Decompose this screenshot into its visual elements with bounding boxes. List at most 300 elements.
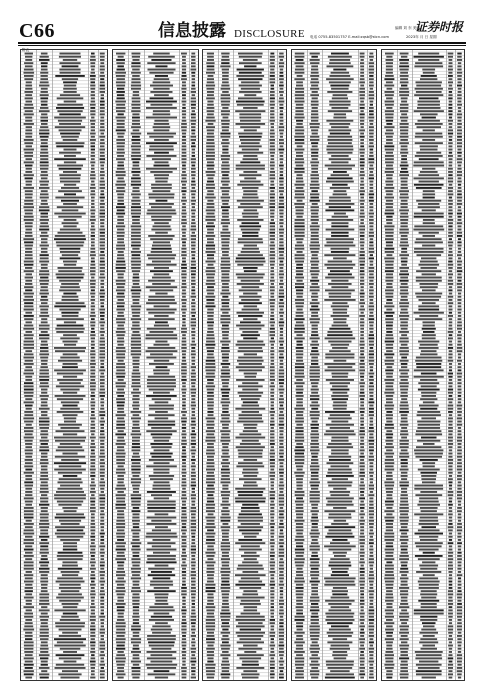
table-cell-text <box>400 123 409 125</box>
table-cell-text <box>296 603 303 605</box>
table-cell-text <box>24 657 34 659</box>
table-cell-text <box>191 123 196 125</box>
table-cell-text <box>182 616 186 618</box>
table-cell-text <box>369 635 374 637</box>
table-cell-text <box>296 475 304 477</box>
table-cell-text <box>182 453 187 455</box>
table-cell-text <box>155 75 168 77</box>
table-cell-text <box>360 254 365 256</box>
table-cell-text <box>414 94 443 96</box>
table-cell-text <box>220 341 230 343</box>
table-cell-text <box>360 209 364 211</box>
table-cell-text <box>191 382 195 384</box>
table-cell-text <box>131 139 140 141</box>
table-cell-text <box>414 110 444 112</box>
table-cell-text <box>131 318 141 320</box>
table-cell-text <box>271 629 275 631</box>
table-cell-text <box>39 673 49 675</box>
table-cell-text <box>116 382 126 384</box>
table-cell-text <box>271 536 274 538</box>
table-cell-text <box>280 507 284 509</box>
table-cell-text <box>100 78 104 80</box>
table-cell-text <box>116 225 125 227</box>
table-cell-text <box>295 520 305 522</box>
table-cell-text <box>297 309 303 311</box>
table-cell-text <box>310 174 319 176</box>
table-cell-text <box>331 305 349 307</box>
table-cell-text <box>192 78 196 80</box>
table-cell-text <box>118 465 124 467</box>
table-cell-text <box>310 581 320 583</box>
table-cell-text <box>206 305 216 307</box>
table-cell-text <box>279 549 285 551</box>
table-cell-text <box>100 661 104 663</box>
table-cell-text <box>449 85 453 87</box>
table-cell-text <box>280 475 284 477</box>
table-cell-text <box>280 353 284 355</box>
table-cell-text <box>279 325 284 327</box>
table-cell-text <box>369 677 374 679</box>
table-cell-text <box>131 481 141 483</box>
table-cell-text <box>221 270 230 272</box>
table-cell-text <box>296 181 304 183</box>
table-cell-text <box>239 581 263 583</box>
table-cell-text <box>241 510 260 512</box>
table-cell-text <box>133 632 140 634</box>
table-cell-text <box>62 65 79 67</box>
table-cell-text <box>270 545 274 547</box>
table-cell-text <box>311 593 318 595</box>
table-cell-text <box>220 376 230 378</box>
table-cell-text <box>236 632 265 634</box>
table-cell-text <box>270 65 275 67</box>
table-cell-text <box>55 456 86 458</box>
table-cell-text <box>24 664 34 666</box>
table-cell-text <box>270 171 275 173</box>
table-cell-text <box>242 504 258 506</box>
table-cell-text <box>279 142 284 144</box>
table-cell-text <box>360 510 363 512</box>
table-cell-text <box>182 133 186 135</box>
table-cell-text <box>237 184 263 186</box>
table-cell-text <box>118 161 124 163</box>
table-cell-text <box>147 542 175 544</box>
table-cell-text <box>100 475 105 477</box>
table-cell-text <box>26 184 32 186</box>
table-cell-text <box>91 235 95 237</box>
table-cell-text <box>39 542 49 544</box>
table-cell-text <box>91 222 95 224</box>
table-cell-text <box>237 341 263 343</box>
table-cell-text <box>131 65 140 67</box>
table-cell-text <box>41 190 48 192</box>
table-cell-text <box>191 366 196 368</box>
table-cell-text <box>191 625 195 627</box>
table-cell-text <box>181 254 187 256</box>
table-cell-text <box>369 161 375 163</box>
table-cell-text <box>310 491 320 493</box>
table-cell-text <box>90 325 95 327</box>
table-cell-text <box>90 574 95 576</box>
table-cell-text <box>41 437 48 439</box>
table-cell-text <box>360 645 364 647</box>
table-cell-text <box>146 101 177 103</box>
table-cell-text <box>221 478 230 480</box>
table-cell-text <box>360 341 365 343</box>
table-cell-text <box>220 654 230 656</box>
table-cell-text <box>238 462 263 464</box>
table-cell-text <box>279 245 284 247</box>
table-cell-text <box>25 485 33 487</box>
table-cell-text <box>101 168 105 170</box>
table-cell-text <box>182 533 186 535</box>
table-cell-text <box>148 641 175 643</box>
table-cell-text <box>146 155 176 157</box>
table-cell-text <box>131 245 141 247</box>
table-cell-text <box>279 369 284 371</box>
table-cell-text <box>222 641 229 643</box>
table-cell-text <box>60 389 79 391</box>
table-cell-text <box>327 145 354 147</box>
table-cell-text <box>191 385 195 387</box>
table-cell-text <box>206 72 215 74</box>
table-cell-text <box>271 417 275 419</box>
table-cell-text <box>100 117 104 119</box>
table-cell-text <box>360 222 364 224</box>
table-cell-text <box>239 72 262 74</box>
table-cell-text <box>100 654 106 656</box>
table-cell-text <box>279 190 284 192</box>
table-cell-text <box>182 315 186 317</box>
table-cell-text <box>295 161 305 163</box>
table-cell-text <box>181 200 187 202</box>
table-cell-text <box>221 113 230 115</box>
table-cell-text <box>206 299 214 301</box>
table-cell-text <box>330 59 351 61</box>
table-cell-text <box>132 561 141 563</box>
table-cell-text <box>279 97 284 99</box>
table-cell-text <box>326 430 354 432</box>
table-cell-text <box>222 193 229 195</box>
table-cell-text <box>40 632 49 634</box>
table-cell-text <box>222 670 229 672</box>
table-cell-text <box>279 270 283 272</box>
table-cell-text <box>90 366 95 368</box>
table-cell-text <box>369 334 374 336</box>
table-cell-text <box>238 456 262 458</box>
table-cell-text <box>270 155 274 157</box>
table-cell-text <box>100 536 104 538</box>
table-cell-text <box>41 88 48 90</box>
table-cell-text <box>191 293 195 295</box>
table-cell-text <box>147 254 176 256</box>
table-cell-text <box>239 328 261 330</box>
table-cell-text <box>207 91 214 93</box>
table-cell-text <box>360 97 365 99</box>
table-cell-text <box>384 78 394 80</box>
table-cell-text <box>23 533 34 535</box>
table-cell-text <box>279 165 284 167</box>
table-cell-text <box>270 117 275 119</box>
table-cell-text <box>25 654 33 656</box>
table-cell-text <box>369 363 374 365</box>
table-cell-text <box>100 465 105 467</box>
table-cell-text <box>360 78 365 80</box>
table-cell-text <box>369 273 373 275</box>
table-cell-text <box>206 360 216 362</box>
table-cell-text <box>25 277 33 279</box>
table-cell-text <box>312 145 318 147</box>
table-cell-text <box>182 651 187 653</box>
table-cell-text <box>359 309 365 311</box>
table-cell-text <box>40 520 49 522</box>
table-cell-text <box>54 213 85 215</box>
table-cell-text <box>221 462 230 464</box>
table-cell-text <box>327 267 353 269</box>
table-cell-text <box>222 78 229 80</box>
table-cell-text <box>100 232 105 234</box>
table-cell-text <box>238 78 262 80</box>
table-cell-text <box>280 136 283 138</box>
table-cell-text <box>191 609 195 611</box>
table-cell-text <box>242 232 258 234</box>
table-cell-text <box>240 587 262 589</box>
table-cell-text <box>279 673 284 675</box>
table-cell-text <box>25 110 33 112</box>
table-cell-text <box>117 152 125 154</box>
table-cell-text <box>25 120 32 122</box>
table-cell-text <box>207 392 214 394</box>
table-cell-text <box>369 113 374 115</box>
table-cell-text <box>326 229 355 231</box>
table-cell-text <box>91 117 94 119</box>
table-cell-text <box>369 321 374 323</box>
table-cell-text <box>101 635 105 637</box>
table-cell-text <box>182 177 187 179</box>
table-cell-text <box>244 65 256 67</box>
table-cell-text <box>312 203 318 205</box>
table-cell-text <box>205 552 215 554</box>
table-cell-text <box>295 168 305 170</box>
table-cell-text <box>40 581 48 583</box>
table-cell-text <box>99 229 105 231</box>
table-cell-text <box>370 347 374 349</box>
table-cell-text <box>131 417 141 419</box>
table-caption: 附表 <box>22 48 29 52</box>
table-cell-text <box>325 619 354 621</box>
table-cell-text <box>311 213 318 215</box>
table-cell-text <box>221 120 230 122</box>
table-cell-text <box>116 81 126 83</box>
table-cell-text <box>220 645 230 647</box>
table-cell-text <box>294 641 304 643</box>
table-cell-text <box>58 593 82 595</box>
table-cell-text <box>295 459 305 461</box>
table-cell-text <box>26 158 33 160</box>
table-cell-text <box>133 584 140 586</box>
table-cell-text <box>91 171 95 173</box>
table-cell-text <box>146 664 178 666</box>
table-cell-text <box>191 437 196 439</box>
table-cell-text <box>148 510 176 512</box>
table-cell-text <box>296 625 303 627</box>
table-cell-text <box>90 248 95 250</box>
table-cell-text <box>327 462 354 464</box>
table-cell-text <box>310 62 319 64</box>
table-cell-text <box>116 641 125 643</box>
table-cell-text <box>221 369 230 371</box>
table-cell-text <box>457 133 462 135</box>
table-cell-text <box>360 353 364 355</box>
table-cell-text <box>191 373 196 375</box>
table-cell-text <box>295 248 305 250</box>
table-cell-text <box>207 53 214 55</box>
table-cell-text <box>207 427 214 429</box>
table-cell-text <box>182 209 186 211</box>
table-cell-text <box>132 472 141 474</box>
table-cell-text <box>100 62 104 64</box>
table-cell-text <box>296 289 303 291</box>
table-cell-text <box>40 347 48 349</box>
table-cell-text <box>182 341 187 343</box>
table-cell-text <box>295 257 305 259</box>
table-cell-text <box>100 219 105 221</box>
table-cell-text <box>191 168 196 170</box>
table-cell-text <box>207 101 213 103</box>
contact-line: 电话 0755-83501757 E-mail:zqsb@stcn.com <box>310 35 389 39</box>
table-cell-text <box>41 142 48 144</box>
table-cell-text <box>221 168 229 170</box>
table-cell-text <box>270 309 274 311</box>
table-cell-text <box>191 485 197 487</box>
table-cell-text <box>100 341 106 343</box>
table-cell-text <box>296 405 303 407</box>
table-cell-text <box>361 414 364 416</box>
table-cell-text <box>327 446 354 448</box>
table-cell-text <box>369 136 373 138</box>
table-cell-text <box>296 238 304 240</box>
table-cell-text <box>243 593 259 595</box>
table-cell-text <box>181 309 187 311</box>
table-cell-text <box>385 133 394 135</box>
table-cell-text <box>360 481 364 483</box>
table-cell-text <box>207 65 215 67</box>
table-cell-text <box>222 126 230 128</box>
table-cell-text <box>56 581 85 583</box>
table-cell-text <box>190 510 196 512</box>
table-cell-text <box>370 59 374 61</box>
table-cell-text <box>132 203 141 205</box>
table-cell-text <box>297 174 303 176</box>
table-cell-text <box>151 616 172 618</box>
table-cell-text <box>131 629 141 631</box>
table-cell-text <box>62 78 78 80</box>
table-cell-text <box>270 491 276 493</box>
table-cell-text <box>271 395 275 397</box>
table-cell-text <box>369 289 374 291</box>
table-cell-text <box>360 161 365 163</box>
table-cell-text <box>117 145 125 147</box>
table-cell-text <box>41 267 48 269</box>
table-cell-text <box>206 571 214 573</box>
table-cell-text <box>369 648 374 650</box>
table-cell-text <box>181 123 187 125</box>
table-cell-text <box>146 430 176 432</box>
table-cell-text <box>131 81 140 83</box>
table-cell-text <box>91 440 95 442</box>
table-cell-text <box>59 309 80 311</box>
table-cell-text <box>369 318 375 320</box>
table-cell-text <box>270 139 276 141</box>
table-cell-text <box>270 328 275 330</box>
table-cell-text <box>271 613 275 615</box>
table-cell-text <box>418 120 440 122</box>
table-cell-text <box>238 357 262 359</box>
table-cell-text <box>270 472 276 474</box>
table-cell-text <box>295 139 304 141</box>
table-cell-text <box>150 270 173 272</box>
table-cell-text <box>271 267 274 269</box>
table-cell-text <box>115 488 126 490</box>
table-cell-text <box>152 488 170 490</box>
table-cell-text <box>153 53 170 55</box>
table-cell-text <box>369 661 375 663</box>
table-cell-text <box>332 376 348 378</box>
table-cell-text <box>279 513 283 515</box>
table-cell-text <box>207 309 213 311</box>
table-cell-text <box>152 277 171 279</box>
table-cell-text <box>369 181 373 183</box>
table-cell-text <box>280 113 284 115</box>
table-cell-text <box>401 158 407 160</box>
table-cell-text <box>417 107 441 109</box>
table-cell-text <box>369 353 374 355</box>
table-cell-text <box>236 168 265 170</box>
table-cell-text <box>117 113 123 115</box>
table-cell-text <box>239 417 262 419</box>
table-cell-text <box>310 88 319 90</box>
table-cell-text <box>221 94 230 96</box>
table-cell-text <box>117 209 125 211</box>
table-cell-text <box>64 661 77 663</box>
table-cell-text <box>132 293 141 295</box>
table-cell-text <box>40 433 48 435</box>
table-cell-text <box>279 555 285 557</box>
table-cell-text <box>26 321 32 323</box>
table-cell-text <box>360 424 363 426</box>
table-cell-text <box>132 430 140 432</box>
table-cell-text <box>132 101 140 103</box>
table-cell-text <box>222 606 230 608</box>
table-cell-text <box>222 513 230 515</box>
table-cell-text <box>41 75 48 77</box>
table-cell-text <box>100 590 105 592</box>
table-cell-text <box>235 501 265 503</box>
table-cell-text <box>101 305 105 307</box>
table-cell-text <box>192 213 196 215</box>
table-cell-text <box>386 184 393 186</box>
table-cell-text <box>236 465 264 467</box>
table-cell-text <box>239 302 262 304</box>
table-cell-text <box>280 299 284 301</box>
table-cell-text <box>133 91 139 93</box>
table-cell-text <box>400 69 409 71</box>
table-cell-text <box>280 606 284 608</box>
table-cell-text <box>117 539 124 541</box>
table-cell-text <box>40 56 49 58</box>
table-cell-text <box>222 533 229 535</box>
table-cell-text <box>39 523 49 525</box>
